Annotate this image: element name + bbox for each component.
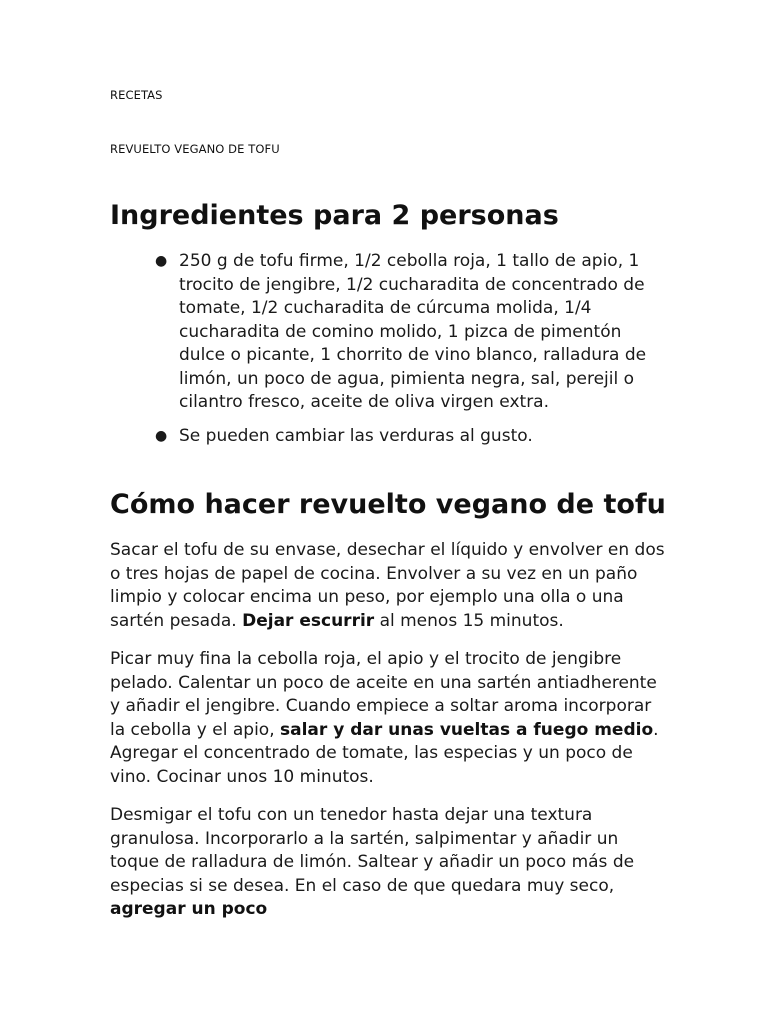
- instructions-heading: Cómo hacer revuelto vegano de tofu: [110, 489, 666, 520]
- ingredients-list: [110, 250, 670, 458]
- paragraph-text: Desmigar el tofu con un tenedor hasta dejar una textura granulosa. Incorporarlo a la sartén, salpimentar y añadir un toque de ralladura de limón. Saltear y añadir un poco más de especias si se desea. En el caso de que quedara muy seco,: [110, 805, 635, 896]
- list-item: [110, 250, 670, 415]
- instruction-paragraph: [110, 648, 670, 789]
- bullet-icon: ●: [155, 427, 168, 444]
- recipe-title-label: REVUELTO VEGANO DE TOFU: [110, 142, 280, 156]
- section-label: RECETAS: [110, 88, 163, 102]
- instruction-paragraph: [110, 804, 670, 922]
- instruction-paragraph: [110, 539, 670, 633]
- paragraph-text: . Agregar el concentrado de tomate, las especias y un poco de vino. Cocinar unos 10 minutos.: [110, 719, 659, 787]
- instructions-body: [110, 539, 670, 937]
- list-item: [110, 425, 670, 449]
- bullet-icon: ●: [155, 253, 168, 269]
- emphasis-text: salar y dar unas vueltas a fuego medio: [280, 719, 654, 740]
- ingredient-text: 250 g de tofu firme, 1/2 cebolla roja, 1 tallo de apio, 1 trocito de jengibre, 1/2 cucharadita de concentrado de tomate, 1/2 cucharadita de cúrcuma molida, 1/4 cucharadita de comino molido, 1 pizca de pimentón dulce o picante, 1 chorrito de vino blanco, ralladura de limón, un poco de agua, pimienta negra, sal, perejil o cilantro fresco, aceite de oliva virgen extra.: [179, 251, 647, 412]
- paragraph-text: al menos 15 minutos.: [374, 610, 564, 631]
- emphasis-text: agregar un poco: [110, 899, 268, 919]
- paragraph-text: Picar muy fina la cebolla roja, el apio y el trocito de jengibre pelado. Calentar un poco de aceite en una sartén antiadherente y añadir el jengibre. Cuando empiece a soltar aroma incorporar la cebolla y el apio,: [110, 649, 657, 740]
- ingredients-heading: Ingredientes para 2 personas: [110, 200, 559, 231]
- ingredient-text: Se pueden cambiar las verduras al gusto.: [179, 425, 533, 446]
- paragraph-text: Sacar el tofu de su envase, desechar el líquido y envolver en dos o tres hojas de papel de cocina. Envolver a su vez en un paño limpio y colocar encima un peso, por ejemplo una olla o una sartén pesada.: [110, 540, 665, 631]
- emphasis-text: Dejar escurrir: [242, 610, 375, 631]
